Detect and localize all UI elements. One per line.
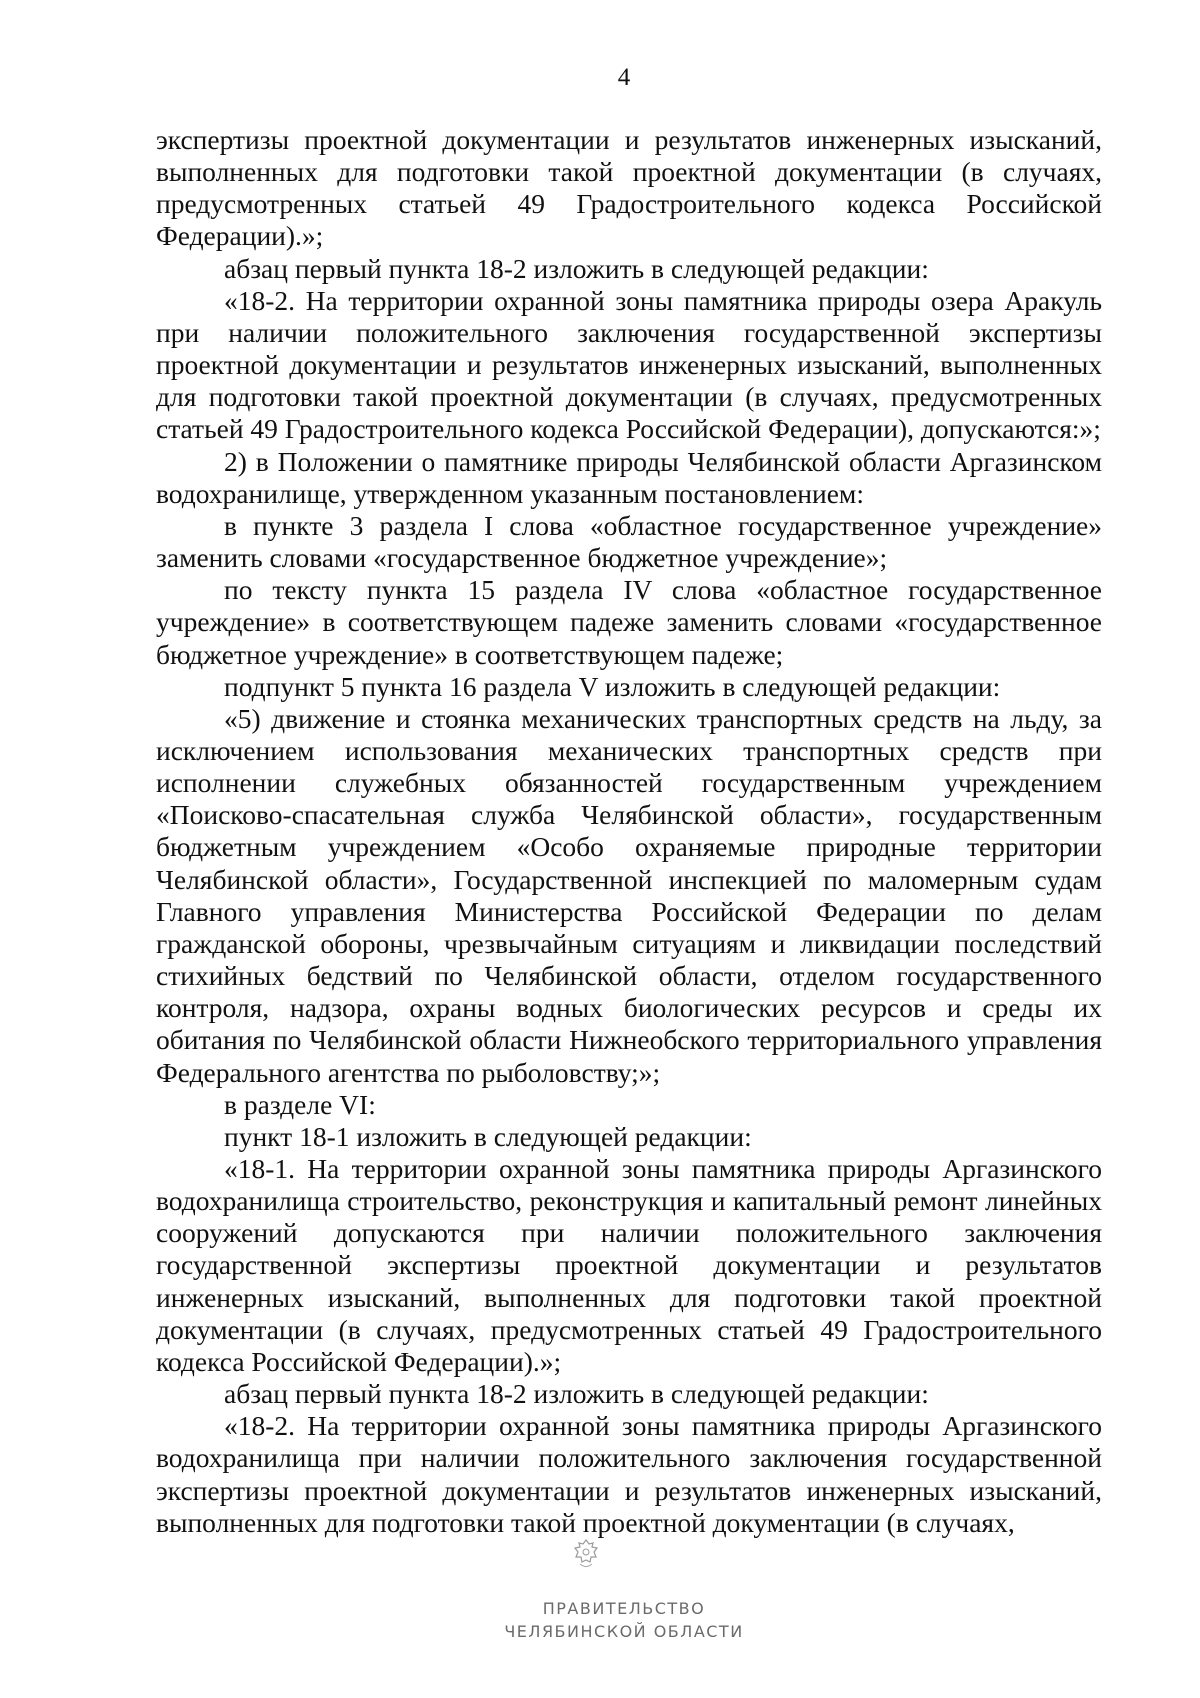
paragraph-6: по тексту пункта 15 раздела IV слова «областное государственное учреждение» в соответствующем падеже заменить словами «государственное бюджетное учреждение» в соответствующем падеже; bbox=[156, 574, 1102, 670]
paragraph-10: пункт 18-1 изложить в следующей редакции: bbox=[224, 1120, 752, 1152]
footer-organization-line-2: ЧЕЛЯБИНСКОЙ ОБЛАСТИ bbox=[504, 1622, 744, 1641]
paragraph-12: абзац первый пункта 18-2 изложить в следующей редакции: bbox=[224, 1378, 929, 1410]
paragraph-2: абзац первый пункта 18-2 изложить в следующей редакции: bbox=[224, 252, 929, 284]
paragraph-4: 2) в Положении о памятнике природы Челябинской области Аргазинском водохранилище, утвержденном указанным постановлением: bbox=[156, 445, 1102, 509]
paragraph-7: подпункт 5 пункта 16 раздела V изложить в следующей редакции: bbox=[224, 670, 1001, 702]
paragraph-9: в разделе VI: bbox=[224, 1088, 376, 1120]
coat-of-arms-seal-icon bbox=[566, 1538, 606, 1572]
page-number: 4 bbox=[617, 64, 631, 91]
paragraph-3: «18-2. На территории охранной зоны памятника природы озера Аракуль при наличии положительного заключения государственной экспертизы проектной документации и результатов инженерных изысканий, выполненных для подготовки такой проектной документации (в случаях, предусмотренных статьей 49 Градостроительного кодекса Российской Федерации), допускаются:»; bbox=[156, 284, 1102, 445]
document-body bbox=[156, 124, 1102, 1539]
paragraph-1: экспертизы проектной документации и результатов инженерных изысканий, выполненных для подготовки такой проектной документации (в случаях, предусмотренных статьей 49 Градостроительного кодекса Российской Федерации).»; bbox=[156, 124, 1102, 252]
paragraph-8: «5) движение и стоянка механических транспортных средств на льду, за исключением использования механических транспортных средств при исполнении служебных обязанностей государственным учреждением «Поисково-спасательная служба Челябинской области», государственным бюджетным учреждением «Особо охраняемые природные территории Челябинской области», Государственной инспекцией по маломерным судам Главного управления Министерства Российской Федерации по делам гражданской обороны, чрезвычайным ситуациям и ликвидации последствий стихийных бедствий по Челябинской области, отделом государственного контроля, надзора, охраны водных биологических ресурсов и среды их обитания по Челябинской области Нижнеобского территориального управления Федерального агентства по рыболовству;»; bbox=[156, 702, 1102, 1088]
paragraph-13: «18-2. На территории охранной зоны памятника природы Аргазинского водохранилища при наличии положительного заключения государственной экспертизы проектной документации и результатов инженерных изысканий, выполненных для подготовки такой проектной документации (в случаях, bbox=[156, 1410, 1102, 1538]
footer-organization-line-1: ПРАВИТЕЛЬСТВО bbox=[542, 1599, 706, 1618]
paragraph-5: в пункте 3 раздела I слова «областное государственное учреждение» заменить словами «государственное бюджетное учреждение»; bbox=[156, 509, 1102, 574]
paragraph-11: «18-1. На территории охранной зоны памятника природы Аргазинского водохранилища строительство, реконструкция и капитальный ремонт линейных сооружений допускаются при наличии положительного заключения государственной экспертизы проектной документации и результатов инженерных изысканий, выполненных для подготовки такой проектной документации (в случаях, предусмотренных статьей 49 Градостроительного кодекса Российской Федерации).»; bbox=[156, 1153, 1102, 1377]
